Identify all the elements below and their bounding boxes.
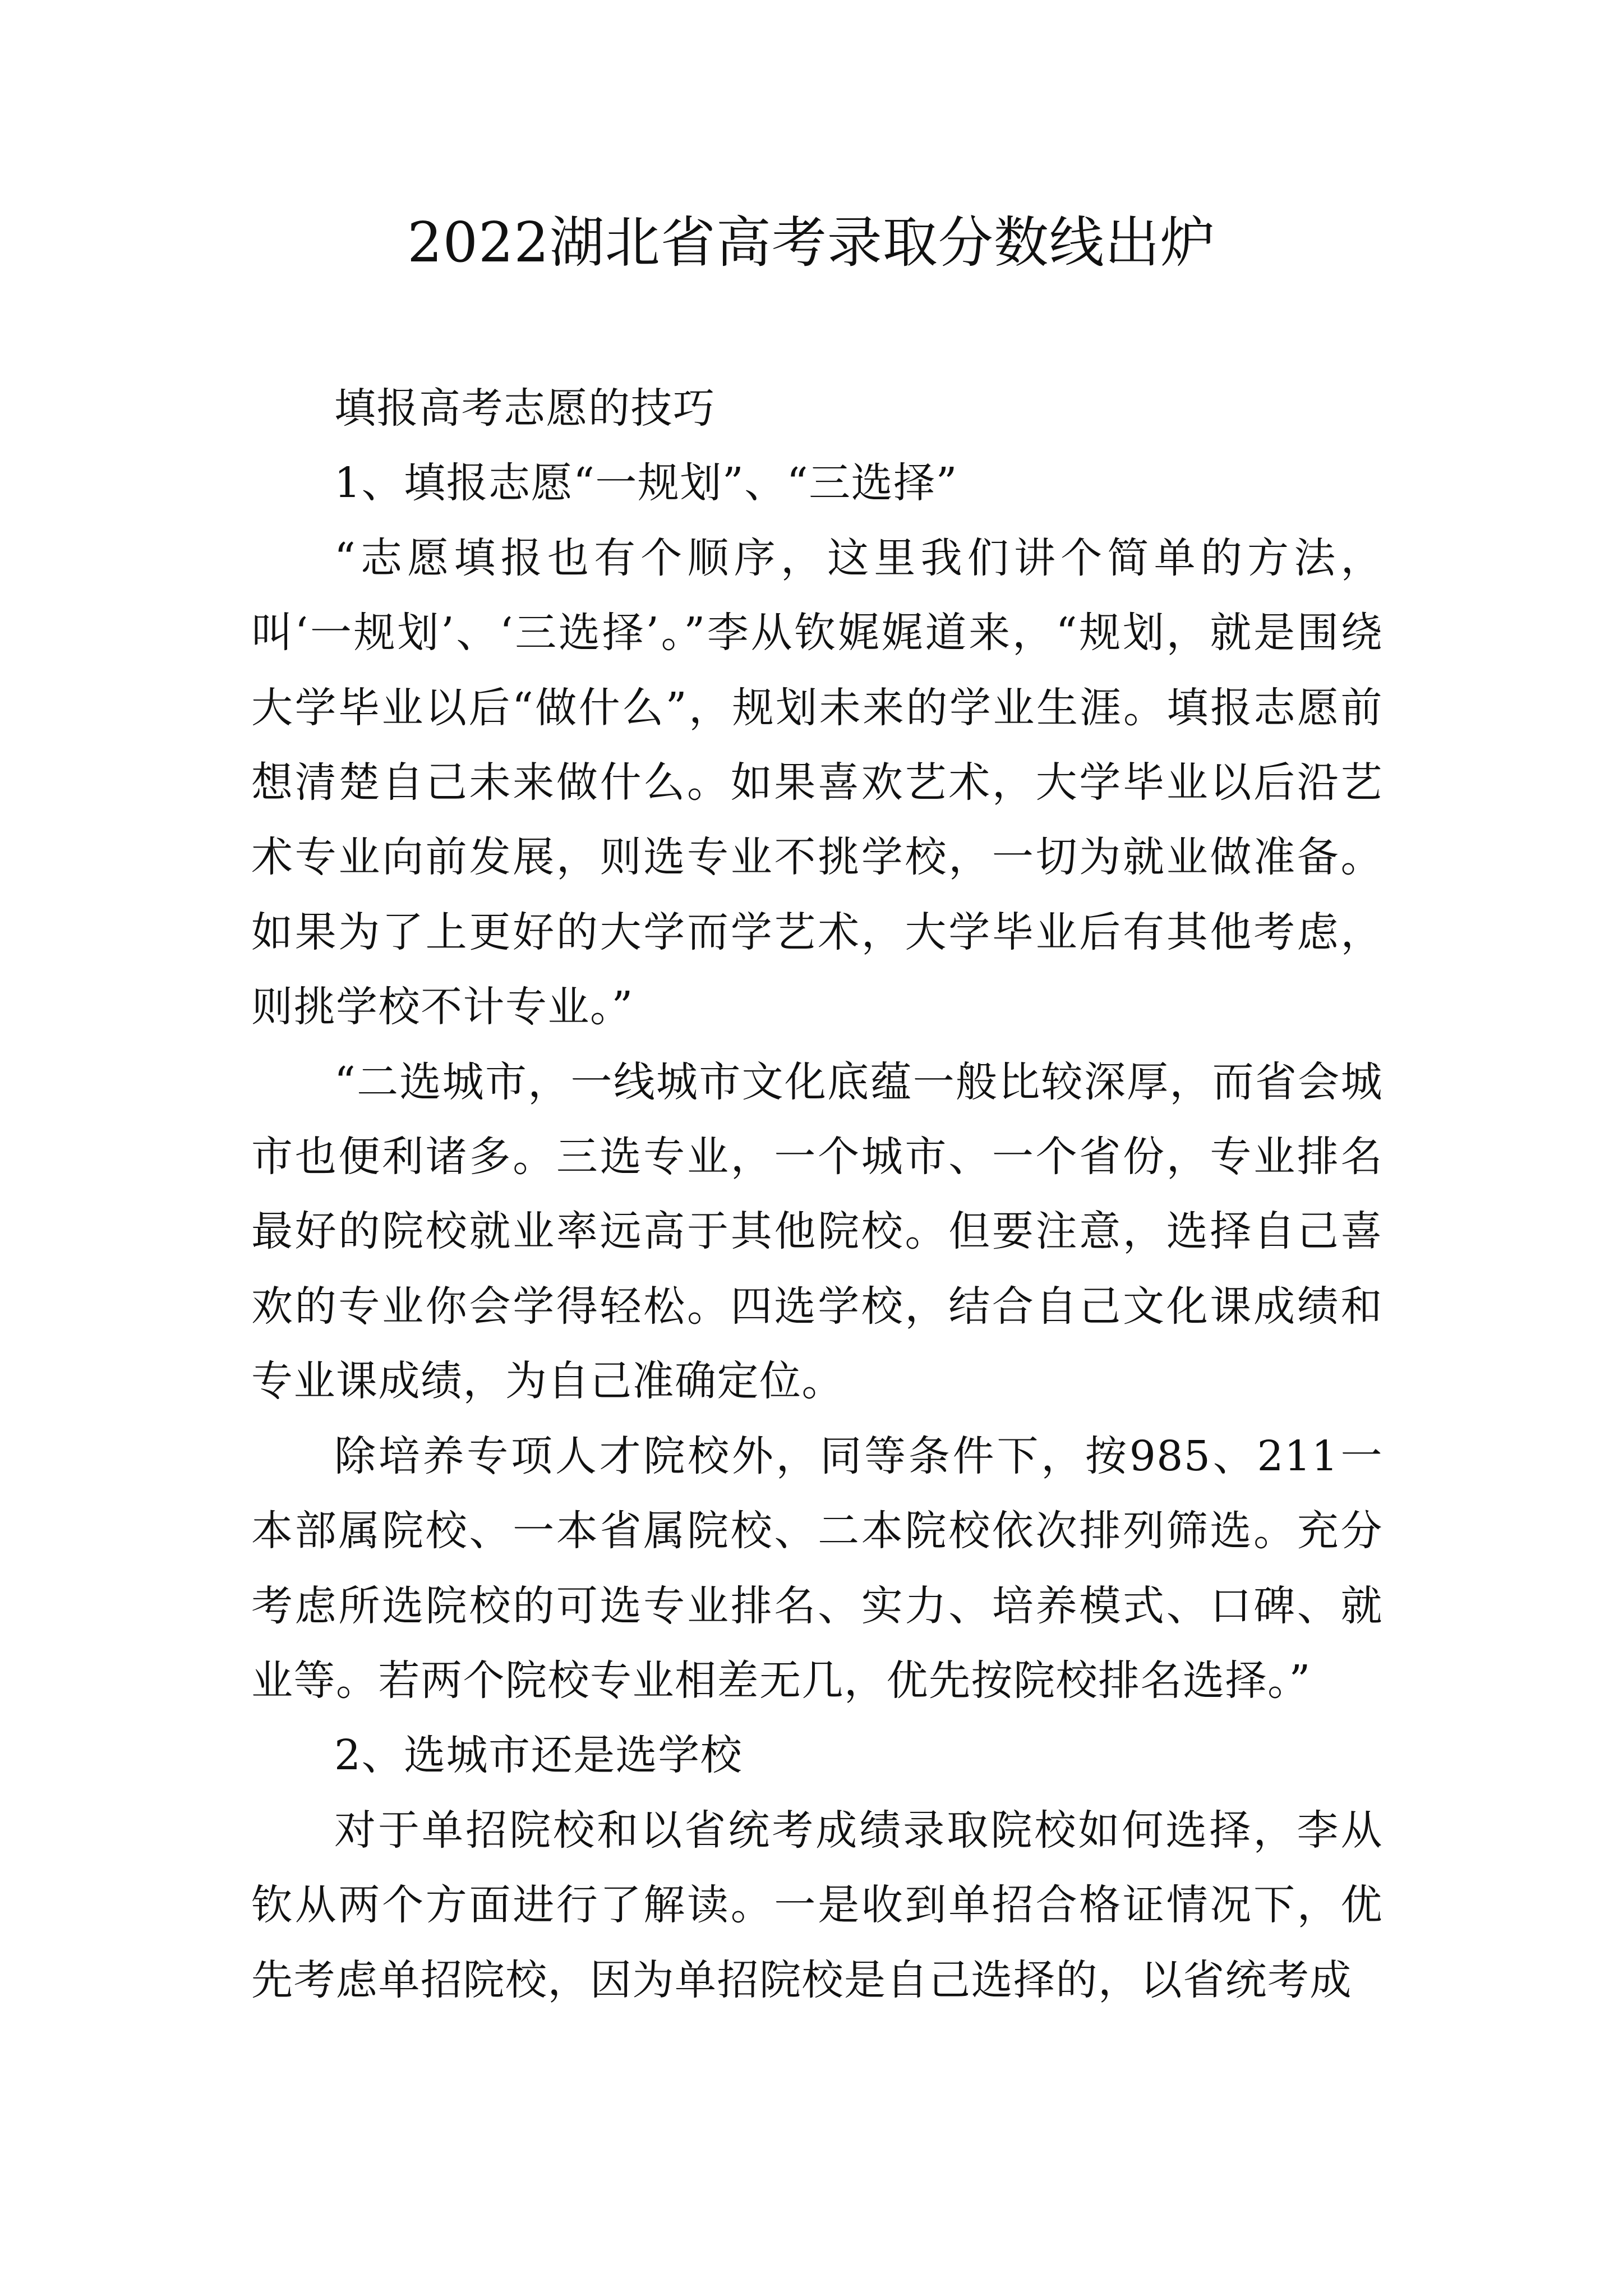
paragraph-ranking-order: 除培养专项人才院校外，同等条件下，按985、211一本部属院校、一本省属院校、二本院校依次排列筛选。充分考虑所选院校的可选专业排名、实力、培养模式、口碑、就业等。若两个院校专业相差无几，优先按院校排名选择。” xyxy=(251,1432,1383,1705)
document-body xyxy=(251,371,1383,2018)
paragraph-section-heading: 填报高考志愿的技巧 xyxy=(334,384,716,432)
paragraph-subheading-1: 1、填报志愿“一规划”、“三选择” xyxy=(334,459,958,508)
paragraph-city-major-school: “二选城市，一线城市文化底蕴一般比较深厚，而省会城市也便利诸多。三选专业，一个城市、一个省份，专业排名最好的院校就业率远高于其他院校。但要注意，选择自己喜欢的专业你会学得轻松。四选学校，结合自己文化课成绩和专业课成绩，为自己准确定位。 xyxy=(251,1057,1383,1406)
paragraph-single-enrollment: 对于单招院校和以省统考成绩录取院校如何选择，李从钦从两个方面进行了解读。一是收到单招合格证情况下，优先考虑单招院校，因为单招院校是自己选择的，以省统考成 xyxy=(251,1806,1383,2004)
paragraph-planning: “志愿填报也有个顺序，这里我们讲个简单的方法，叫‘一规划’、‘三选择’。”李从钦娓娓道来，“规划，就是围绕大学毕业以后“做什么”，规划未来的学业生涯。填报志愿前想清楚自己未来做什么。如果喜欢艺术，大学毕业以后沿艺术专业向前发展，则选专业不挑学校，一切为就业做准备。如果为了上更好的大学而学艺术，大学毕业后有其他考虑，则挑学校不计专业。” xyxy=(251,533,1383,1032)
paragraph-subheading-2: 2、选城市还是选学校 xyxy=(334,1731,743,1780)
document-title: 2022湖北省高考录取分数线出炉 xyxy=(407,211,1216,275)
